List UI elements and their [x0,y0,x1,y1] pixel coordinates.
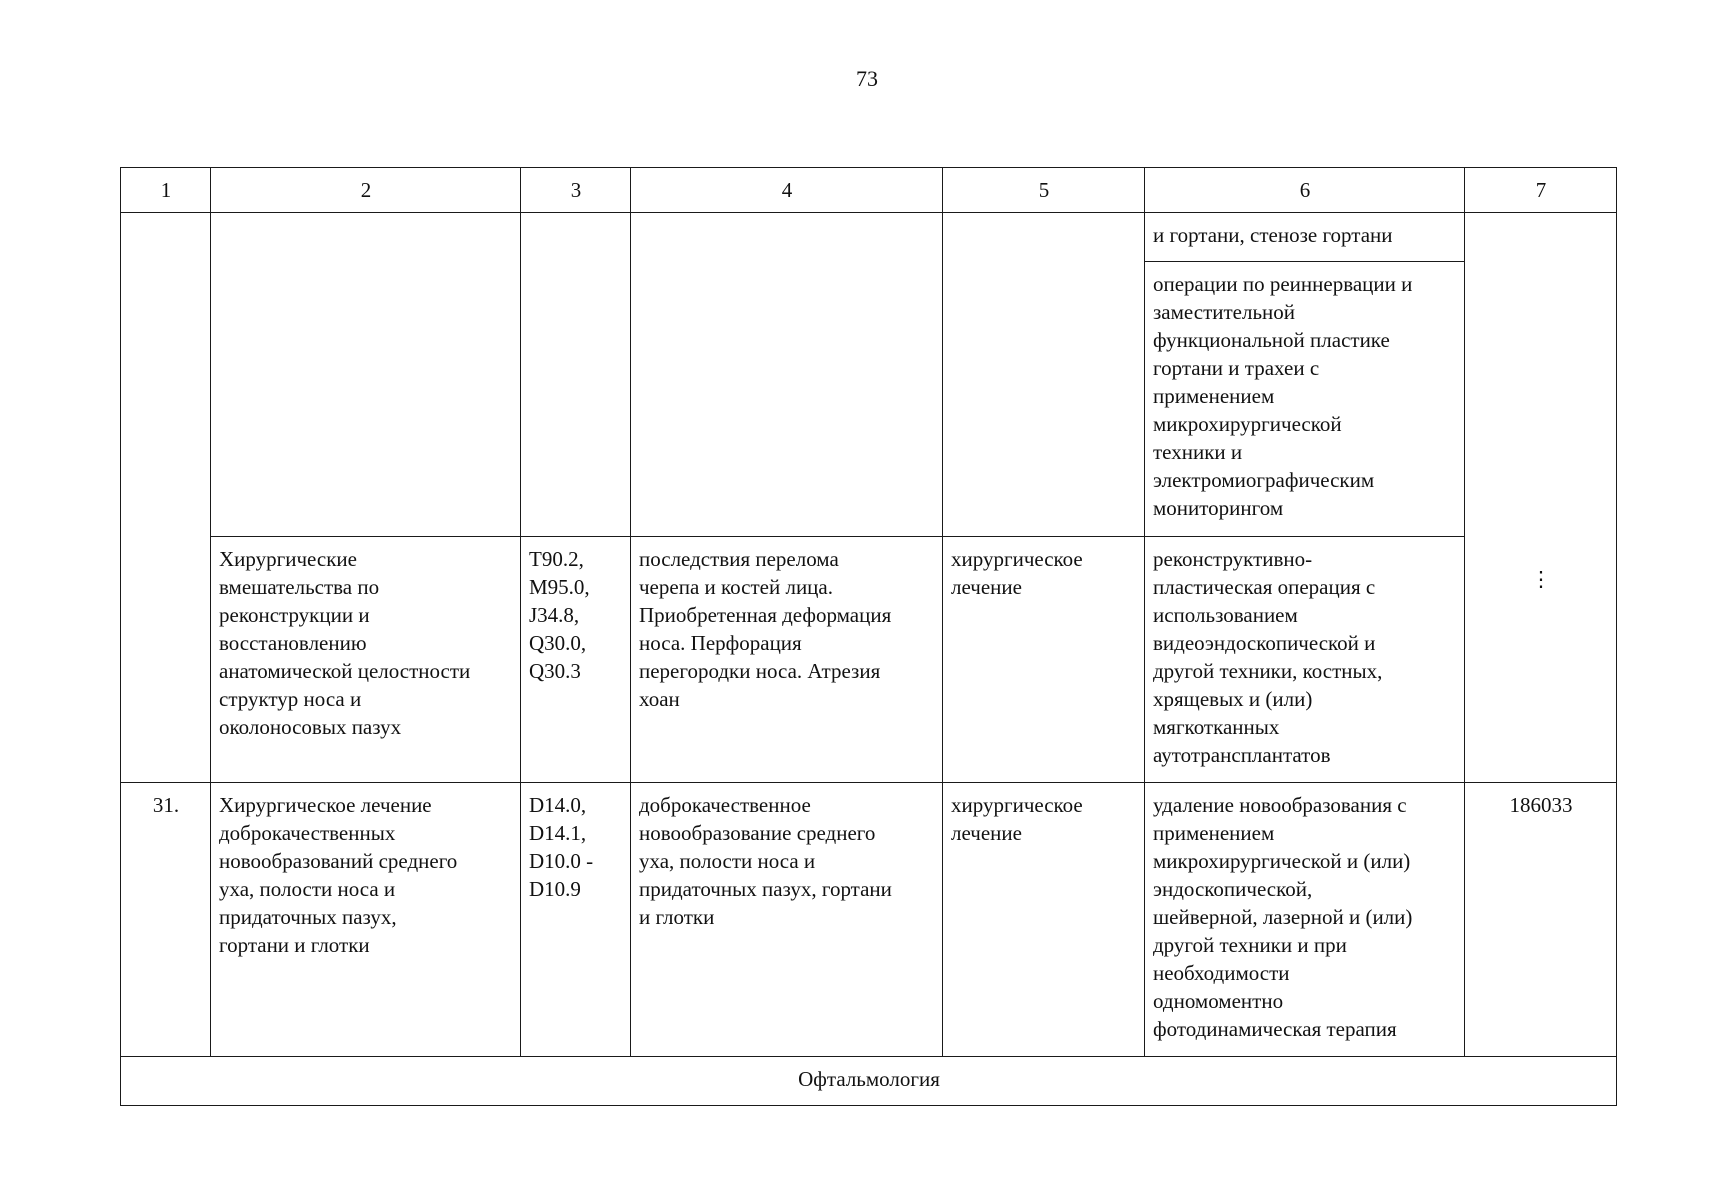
number-cell-31: 31. [121,783,211,1057]
treatment-cell-reconstruction: хирургическое лечение [943,537,1145,783]
method-cell-continuation: и гортани, стенозе гортани [1145,213,1465,262]
header-cell-5: 5 [943,168,1145,213]
section-row [121,1057,1617,1106]
price-cell-continuation [1465,213,1617,783]
model-cell-reconstruction: последствия перелома черепа и костей лица. Приобретенная деформация носа. Перфорация перегородки носа. Атрезия хоан [631,537,943,783]
name-cell-reconstruction: Хирургические вмешательства по реконструкции и восстановлению анатомической целостности структур носа и околоносовых пазух [211,537,521,783]
header-cell-6: 6 [1145,168,1465,213]
treatment-cell-empty [943,213,1145,537]
model-cell-empty [631,213,943,537]
table-row-continuation-a [121,213,1617,262]
treatment-cell-31: хирургическое лечение [943,783,1145,1057]
name-cell-empty [211,213,521,537]
table-row-31 [121,783,1617,1057]
header-cell-4: 4 [631,168,943,213]
codes-cell-reconstruction: T90.2, M95.0, J34.8, Q30.0, Q30.3 [521,537,631,783]
method-cell-reconstruction: реконструктивно- пластическая операция с использованием видеоэндоскопической и другой техники, костных, хрящевых и (или) мягкотканных аутотрансплантатов [1145,537,1465,783]
header-cell-7: 7 [1465,168,1617,213]
codes-cell-empty [521,213,631,537]
procedures-table [120,167,1617,1106]
header-cell-1: 1 [121,168,211,213]
page-number: 73 [856,66,878,91]
header-cell-3: 3 [521,168,631,213]
model-cell-31: доброкачественное новообразование среднего уха, полости носа и придаточных пазух, гортани и глотки [631,783,943,1057]
section-title: Офтальмология [121,1057,1617,1106]
method-cell-reinnervation: операции по реиннервации и заместительной функциональной пластике гортани и трахеи с применением микрохирургической техники и электромиографическим мониторингом [1145,262,1465,537]
method-cell-31: удаление новообразования с применением микрохирургической и (или) эндоскопической, шейверной, лазерной и (или) другой техники и при необходимости одномоментно фотодинамическая терапия [1145,783,1465,1057]
header-row [121,168,1617,213]
price-continuation-mark: ⋮ [1530,566,1552,591]
number-cell-empty [121,213,211,783]
price-cell-31: 186033 [1465,783,1617,1057]
name-cell-31: Хирургическое лечение доброкачественных новообразований среднего уха, полости носа и придаточных пазух, гортани и глотки [211,783,521,1057]
header-cell-2: 2 [211,168,521,213]
codes-cell-31: D14.0, D14.1, D10.0 - D10.9 [521,783,631,1057]
table-row-reconstruction [121,537,1617,783]
